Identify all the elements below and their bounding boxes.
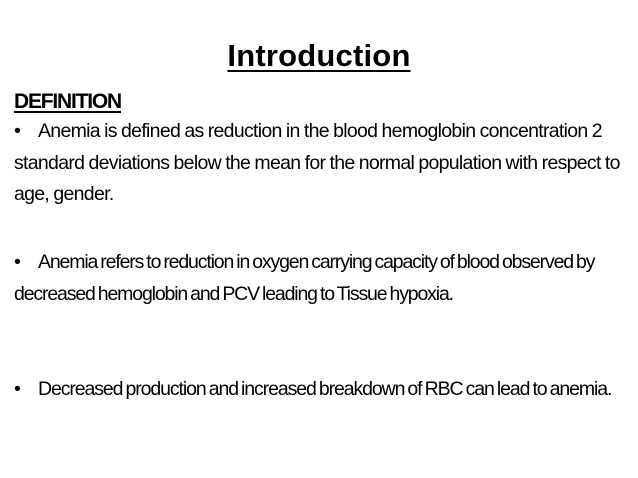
bullet-text: Anemia refers to reduction in oxygen carrying capacity of blood observed by decreased hemoglobin and PCV leading to Tissue hypoxia. <box>14 251 595 305</box>
slide-title: Introduction <box>227 38 411 73</box>
bullet-text: Anemia is defined as reduction in the blood hemoglobin concentration 2 standard deviations below the mean for the normal population with respect to age, gender. <box>14 120 620 205</box>
bullet-point-1 <box>14 116 626 211</box>
bullet-icon: • <box>14 378 20 400</box>
bullet-text: Decreased production and increased breakdown of RBC can lead to anemia. <box>38 378 612 400</box>
bullet-icon: • <box>14 251 20 273</box>
bullet-icon: • <box>14 120 21 142</box>
bullet-point-3 <box>14 374 626 406</box>
section-heading-definition: DEFINITION <box>14 90 121 113</box>
bullet-point-2 <box>14 247 626 310</box>
